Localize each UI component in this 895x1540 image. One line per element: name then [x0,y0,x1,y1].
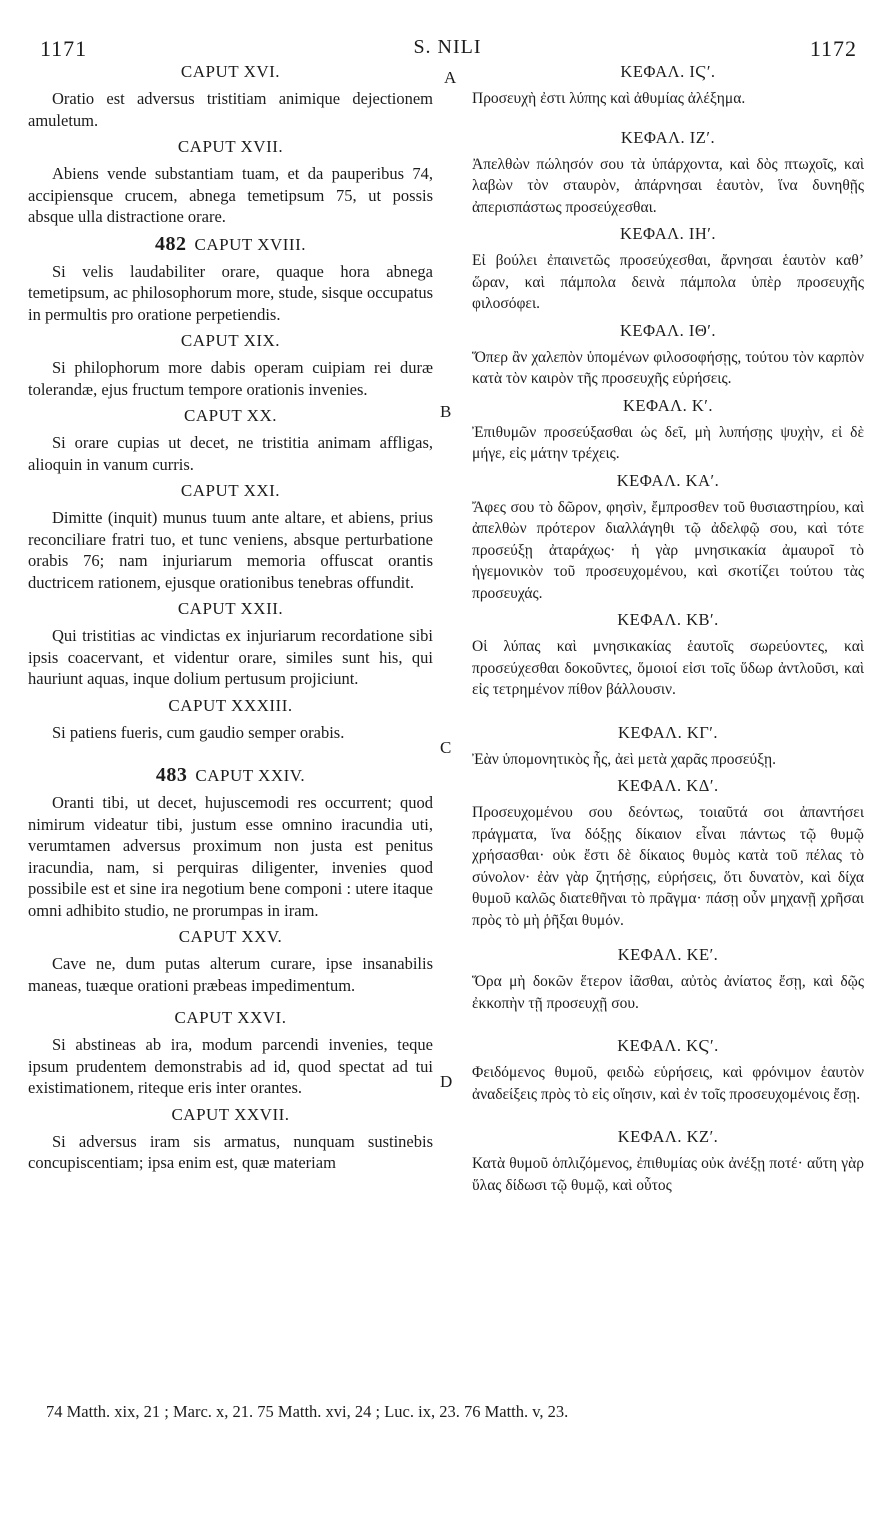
latin-chapter [28,765,433,921]
chapter-text: Ἐπιθυμῶν προσεύξασθαι ὡς δεῖ, μὴ λυπήσῃς ψυχὴν, εἰ δὲ μήγε, εἰς μάτην τρέχεις. [472,423,864,462]
chapter-text: Ἄφες σου τὸ δῶρον, φησὶν, ἔμπροσθεν τοῦ θυσιαστηρίου, καὶ ἀπελθὼν πρότερον διαλλάγηθι τῷ ἀδελφῷ σου, καὶ τότε προσεύξῃ ἀταράχως· ἡ γὰρ μνησικακία ἀμαυροῖ τὸ ἡγεμονικὸν τοῦ προσευχομένου, καὶ σκοτίζει τούτου τὰς προσευχάς. [472,498,864,602]
chapter-heading: ΚΕΦΑΛ. ΙϚʹ. [620,62,716,81]
chapter-text: Si philophorum more dabis operam cuipiam rei duræ tolerandæ, ejus fructum tempore orationis invenies. [28,358,433,399]
greek-chapter [472,1127,864,1196]
chapter-text: Si velis laudabiliter orare, quaque hora abnega temetipsum, ac philosophorum more, stude, sisque occupatus in permultis pro oratione perpetiendis. [28,261,433,324]
latin-chapter [28,1105,433,1174]
chapter-heading: CAPUT XVI. [180,62,281,81]
chapter-text: Φειδόμενος θυμοῦ, φειδὼ εὑρήσεις, καὶ φρόνιμον ἑαυτὸν ἀναδείξεις πρὸς τὸ εἰς οἴησιν, καὶ ἐν τοῖς προσευχομένοις ἔσῃ. [472,1064,864,1103]
chapter-heading: CAPUT XX. [184,406,277,425]
page-marker: 483 [155,764,188,786]
chapter-text: Si abstineas ab ira, modum parcendi invenies, teque ipsum prudentem demonstrabis ad id, quod spectat ad tui existimationem, riteque eris inter orantes. [28,1035,433,1097]
greek-chapter [472,610,864,701]
greek-chapter [472,945,864,1014]
chapter-text: Oratio est adversus tristitiam animique dejectionem amuletum. [28,89,433,130]
margin-letter-b: B [440,402,452,421]
chapter-text: Oranti tibi, ut decet, hujuscemodi res occurrent; quod nimirum videatur tibi, justum esse omnino iracundia uti, verumtamen adversus proximum non justa est penitus iracundia, nam, si perquiras diligenter, invenies quod possibile est et sine ira negotium bene componi : utere itaque omni adhibito studio, ne prorumpas in iram. [28,793,433,920]
latin-chapter [28,599,433,690]
chapter-heading: CAPUT XXII. [177,599,284,618]
chapter-heading: CAPUT XIX. [180,331,281,350]
chapter-heading: CAPUT XXVII. [171,1104,290,1124]
chapter-text: Εἰ βούλει ἐπαινετῶς προσεύχεσθαι, ἄρνησαι ἑαυτὸν καθ’ ὥραν, καὶ πάμπολα δεινὰ πάμπολα ὑπὲρ προσευχῆς φιλοσόφει. [472,252,864,312]
chapter-text: Abiens vende substantiam tuam, et da pauperibus 74, accipiensque crucem, abnega temetipsum 75, ut possis absque ulla distractione orare. [28,164,433,226]
chapter-text: Qui tristitias ac vindictas ex injuriarum recordatione sibi ipsis coacervant, et videntur orare, similes sunt his, qui hauriunt aquas, inque dolium pertusum projiciunt. [28,626,433,688]
greek-chapter [472,128,864,219]
latin-chapter [28,331,433,400]
chapter-heading-line [28,765,433,786]
chapter-heading: ΚΕΦΑΛ. Κʹ. [622,395,714,415]
chapter-text: Dimitte (inquit) munus tuum ante altare, et abiens, prius reconciliare fratri tuo, et tunc veniens, absque perturbatione orabis 76; nam injuriarum memoria offuscat orantis ductricem rationem, ejusque orationibus tenebras offundit. [28,508,433,592]
chapter-text: Προσευχὴ ἐστι λύπης καὶ ἀθυμίας ἀλέξημα. [472,90,746,107]
latin-chapter [28,137,433,228]
chapter-text: Ἀπελθὼν πώλησόν σου τὰ ὑπάρχοντα, καὶ δὸς πτωχοῖς, καὶ λαβὼν τὸν σταυρὸν, ἀπάρνησαι ἑαυτὸν, ἵνα δυνηθῇς ἀπερισπάστως προσεύχεσθαι. [472,155,864,216]
latin-chapter [28,927,433,996]
running-title: S. NILI [413,36,482,58]
greek-chapter [472,723,864,771]
margin-letter-a: A [444,68,457,87]
latin-chapter [28,406,433,475]
chapter-heading-line [28,234,433,255]
chapter-text: Ὅρα μὴ δοκῶν ἕτερον ἰᾶσθαι, αὐτὸς ἀνίατος ἔσῃ, καὶ δῷς ἐκκοπὴν τῇ προσευχῇ σου. [472,973,864,1012]
margin-letter-d: D [440,1072,453,1091]
greek-chapter [472,471,864,605]
latin-chapter [28,234,433,326]
chapter-heading: ΚΕΦΑΛ. ΚΕʹ. [617,945,719,964]
chapter-heading: ΚΕΦΑΛ. ΚΓʹ. [617,722,719,742]
latin-chapter [28,1008,433,1099]
chapter-heading: ΚΕΦΑΛ. ΚΔʹ. [617,776,719,795]
greek-column [472,62,864,1202]
chapter-text: Si patiens fueris, cum gaudio semper orabis. [52,722,345,742]
chapter-text: Cave ne, dum putas alterum curare, ipse insanabilis maneas, tuæque orationi præbeas impedimentum. [28,954,433,995]
chapter-heading: ΚΕΦΑΛ. ΚΑʹ. [616,470,720,490]
chapter-heading: ΚΕΦΑΛ. ΙΗʹ. [619,224,717,243]
chapter-text: Προσευχομένου σου δεόντως, τοιαῦτά σοι ἀπαντήσει πράγματα, ἵνα δόξῃς δίκαιον εἶναι πάντως τῷ θυμῷ χρήσασθαι· οὐκ ἔστι δὲ δίκαιος θυμὸς κατὰ τοῦ πέλας τὸ σύνολον· ἐὰν γὰρ ζητήσῃς, εὑρήσεις, ὅτι δυνατὸν, καὶ δίχα θυμοῦ καλῶς διατεθῆναι τὸ πρᾶγμα· πάσῃ οὖν μηχανῇ χρῆσαι πρὸς τὸ μὴ ῥῆξαι θυμόν. [472,804,864,929]
chapter-heading: CAPUT XXVI. [174,1008,287,1027]
latin-chapter [28,481,433,593]
chapter-heading: ΚΕΦΑΛ. ΙΖʹ. [620,127,716,147]
chapter-text: Κατὰ θυμοῦ ὁπλιζόμενος, ἐπιθυμίας οὐκ ἀνέξῃ ποτέ· αὕτη γὰρ ὕλας δίδωσι τῷ θυμῷ, καὶ οὗτος [472,1155,864,1194]
chapter-text: Οἱ λύπας καὶ μνησικακίας ἑαυτοῖς σωρεύοντες, καὶ προσεύχεσθαι δοκοῦντες, ὅμοιοί εἰσι τοῖς ὕδωρ ἀντλοῦσι, καὶ εἰς τετρημένον πίθον βάλλουσιν. [472,638,864,698]
greek-chapter [472,62,864,110]
latin-chapter [28,62,433,131]
page-marker: 482 [155,232,187,255]
chapter-text: Ὅπερ ἂν χαλεπὸν ὑπομένων φιλοσοφήσῃς, τούτου τὸν καρπὸν κατὰ τὸν καιρὸν τῆς προσευχῆς εὑρήσεις. [472,348,864,387]
chapter-heading: CAPUT XXIV. [195,766,306,785]
latin-chapter [28,696,433,744]
chapter-heading: CAPUT XXI. [180,481,281,500]
column-number-left: 1171 [40,36,88,61]
chapter-heading: CAPUT XXV. [178,927,283,946]
column-number-right: 1172 [809,36,857,61]
margin-letter-c: C [440,738,452,757]
chapter-text: Ἐὰν ὑπομονητικὸς ἧς, ἀεὶ μετὰ χαρᾶς προσεύξῃ. [472,750,776,768]
greek-chapter [472,396,864,465]
greek-chapter [472,776,864,931]
chapter-text: Si adversus iram sis armatus, nunquam sustinebis concupiscentiam; ipsa enim est, quæ materiam [28,1131,433,1172]
greek-chapter [472,321,864,390]
chapter-heading: ΚΕΦΑΛ. ΚΖʹ. [617,1127,719,1146]
greek-chapter [472,1036,864,1105]
latin-column [28,62,433,1180]
chapter-heading: ΚΕΦΑΛ. ΚΒʹ. [617,610,719,629]
chapter-heading: CAPUT XVII. [177,137,284,156]
chapter-heading: ΚΕΦΑΛ. ΙΘʹ. [619,320,717,340]
greek-chapter [472,224,864,315]
footnotes: 74 Matth. xix, 21 ; Marc. x, 21. 75 Matth. xvi, 24 ; Luc. ix, 23. 76 Matth. v, 23. [46,1402,569,1421]
chapter-text: Si orare cupias ut decet, ne tristitia animam affligas, alioquin in vanum curris. [28,433,433,474]
chapter-heading: CAPUT XVIII. [194,234,306,254]
chapter-heading: CAPUT XXXIII. [168,695,293,715]
chapter-heading: ΚΕΦΑΛ. ΚϚʹ. [617,1036,719,1055]
